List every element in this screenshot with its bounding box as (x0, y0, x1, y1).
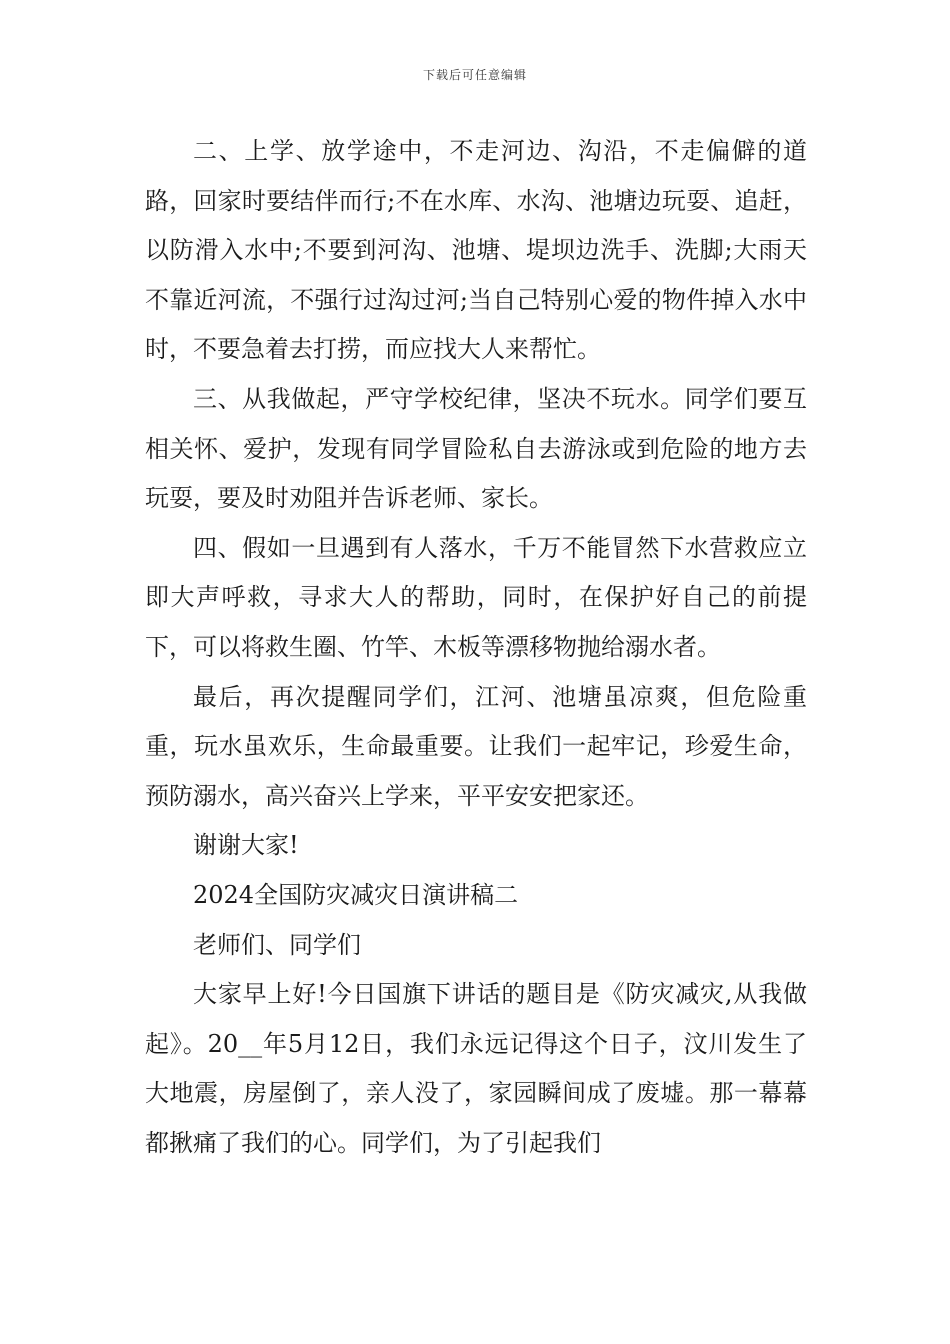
paragraph-4: 四、假如一旦遇到有人落水，千万不能冒然下水营救应立即大声呼救，寻求大人的帮助，同时，在保护好自己的前提下，可以将救生圈、竹竿、木板等漂移物抛给溺水者。 (145, 533, 807, 661)
paragraph-intro: 大家早上好!今日国旗下讲话的题目是《防灾减灾,从我做起》。20__年5月12日，我们永远记得这个日子，汶川发生了大地震，房屋倒了，亲人没了，家园瞬间成了废墟。那一幕幕都揪痛了我们的心。同学们，为了引起我们 (145, 980, 807, 1157)
header-note: 下载后可任意编辑 (422, 68, 527, 82)
body-text (145, 127, 807, 1168)
salutation: 老师们、同学们 (193, 930, 361, 959)
paragraph-thanks: 谢谢大家! (193, 831, 299, 860)
paragraph-3: 三、从我做起，严守学校纪律，坚决不玩水。同学们要互相关怀、爱护，发现有同学冒险私自去游泳或到危险的地方去玩耍，要及时劝阻并告诉老师、家长。 (145, 384, 807, 513)
section-title: 2024全国防灾减灾日演讲稿二 (193, 880, 519, 909)
paragraph-closing: 最后，再次提醒同学们，江河、池塘虽凉爽，但危险重重，玩水虽欢乐，生命最重要。让我们一起牢记，珍爱生命，预防溺水，高兴奋兴上学来，平平安安把家还。 (145, 682, 807, 810)
paragraph-2: 二、上学、放学途中，不走河边、沟沿，不走偏僻的道路，回家时要结伴而行;不在水库、水沟、池塘边玩耍、追赶，以防滑入水中;不要到河沟、池塘、堤坝边洗手、洗脚;大雨天不靠近河流，不强行过沟过河;当自己特别心爱的物件掉入水中时，不要急着去打捞，而应找大人来帮忙。 (145, 137, 807, 364)
